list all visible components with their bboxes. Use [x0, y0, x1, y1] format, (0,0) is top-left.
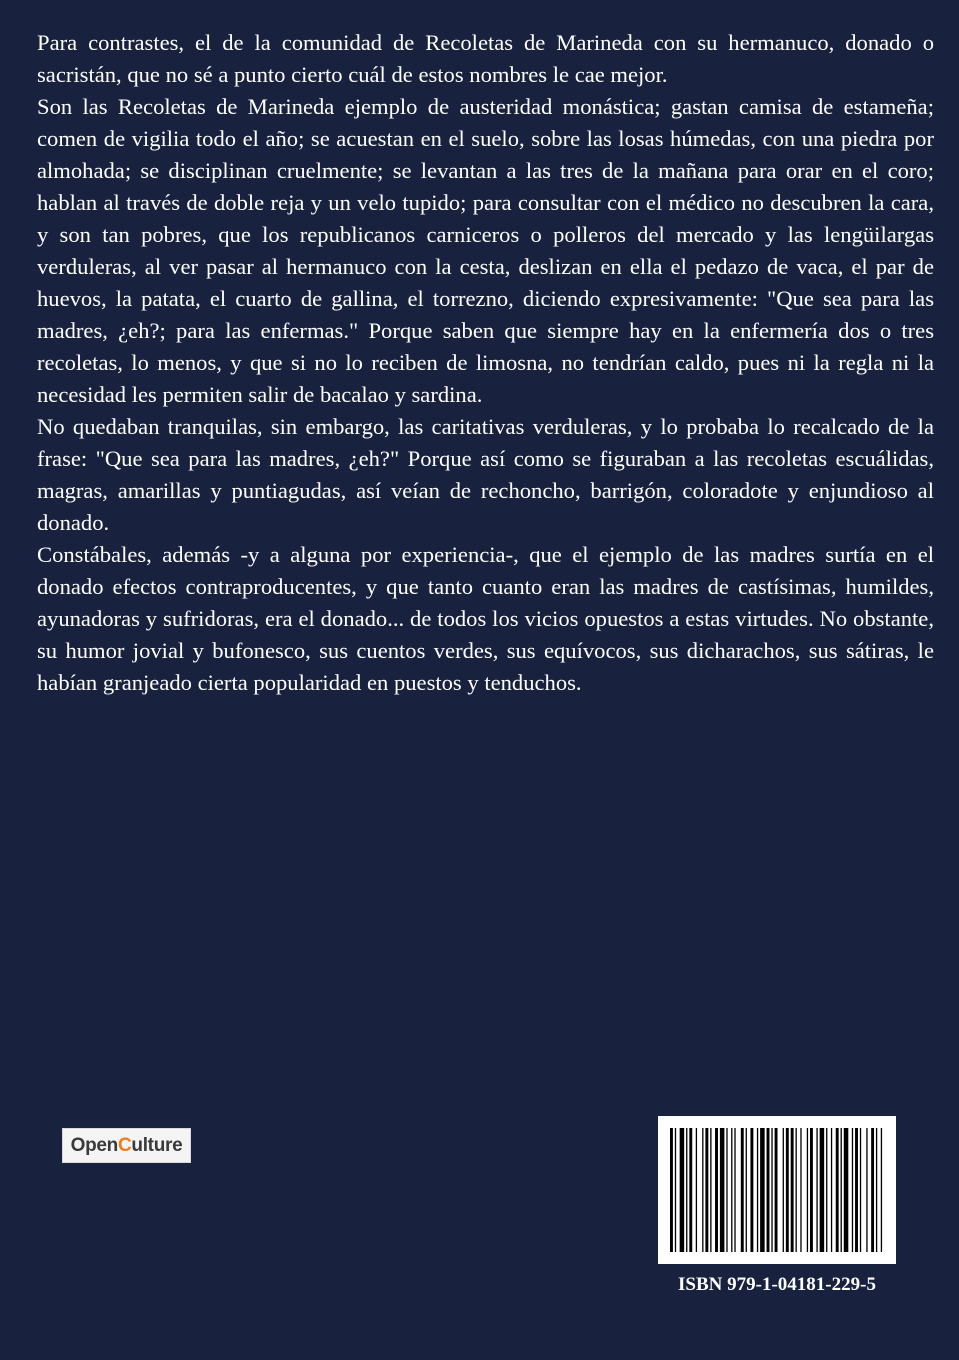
barcode-bar — [731, 1128, 732, 1252]
barcode-bar — [760, 1128, 765, 1252]
blurb-paragraph: Para contrastes, el de la comunidad de Recoletas de Marineda con su hermanuco, donado o sacristán, que no sé a punto cierto cuál de estos nombres le cae mejor. — [37, 30, 934, 87]
barcode-bar — [860, 1128, 861, 1252]
barcode-bar — [852, 1128, 853, 1252]
publisher-logo-c: C — [117, 1134, 132, 1156]
barcode-bar — [786, 1128, 789, 1252]
barcode-bar — [807, 1128, 808, 1252]
barcode-bar — [670, 1128, 673, 1252]
barcode-bar — [734, 1128, 735, 1252]
barcode-bar — [767, 1128, 770, 1252]
blurb-paragraph: Constábales, además -y a alguna por experiencia-, que el ejemplo de las madres surtía en el donado efectos contraproducentes, y que tanto cuanto eran las madres de castísimas, humildes, ayunadoras y sufridoras, era el donado... de todos los vicios opuestos a estas virtudes. No obstante, su humor jovial y bufonesco, sus cuentos verdes, sus equívocos, sus dicharachos, sus sátiras, le habían granjeado cierta popularidad en puestos y tenduchos. — [37, 542, 934, 695]
barcode-bar — [771, 1128, 772, 1252]
publisher-logo-rest: ulture — [131, 1134, 183, 1156]
barcode-bar — [816, 1128, 817, 1252]
barcode-bar — [702, 1128, 703, 1252]
barcode-bars — [670, 1128, 884, 1252]
barcode-bar — [675, 1128, 676, 1252]
blurb-paragraph: No quedaban tranquilas, sin embargo, las caritativas verduleras, y lo probaba lo recalcado de la frase: "Que sea para las madres, ¿eh?" Porque así como se figuraban a las recoletas escuálidas, magras, amarillas y puntiagudas, así veían de rechoncho, barrigón, coloradote y enjundioso al donado. — [37, 414, 934, 535]
barcode-bar — [844, 1128, 849, 1252]
barcode-bar — [696, 1128, 697, 1252]
blurb-paragraph: Son las Recoletas de Marineda ejemplo de austeridad monástica; gastan camisa de estameña; comen de vigilia todo el año; se acuestan en el suelo, sobre las losas húmedas, con una piedra por almohada; se disciplinan cruelmente; se levantan a las tres de la mañana para orar en el coro; hablan al través de doble reja y un velo tupido; para consultar con el médico no descubren la cara, y son tan pobres, que los republicanos carniceros o polleros del mercado y las lengüilargas verduleras, al ver pasar al hermanuco con la cesta, deslizan en ella el pedazo de vaca, el par de huevos, la patata, el cuarto de gallina, el torrezno, diciendo expresivamente: "Que sea para las madres, ¿eh?; para las enfermas." Porque saben que siempre hay en la enfermería dos o tres recoletas, lo menos, y que si no lo reciben de limosna, no tendrían caldo, pues ni la regla ni la necesidad les permiten salir de bacalao y sardina. — [37, 94, 934, 407]
barcode-bar — [775, 1128, 778, 1252]
barcode-bar — [810, 1128, 813, 1252]
barcode-bar — [686, 1128, 687, 1252]
barcode-bar — [820, 1128, 825, 1252]
barcode-bar — [746, 1128, 747, 1252]
barcode-bar — [689, 1128, 692, 1252]
barcode-bar — [715, 1128, 718, 1252]
barcode-bar — [710, 1128, 711, 1252]
barcode-bar — [720, 1128, 725, 1252]
barcode-bar — [791, 1128, 794, 1252]
publisher-logo — [62, 1128, 191, 1163]
barcode-bar — [796, 1128, 797, 1252]
barcode-bar — [871, 1128, 874, 1252]
publisher-logo-open: Open — [70, 1134, 118, 1156]
barcode-bar — [881, 1128, 882, 1252]
back-cover-blurb — [37, 27, 934, 699]
isbn-label: ISBN 979-1-04181-229-5 — [678, 1274, 876, 1295]
barcode-bar — [705, 1128, 708, 1252]
barcode-bar — [826, 1128, 827, 1252]
barcode-bar — [876, 1128, 877, 1252]
barcode-bar — [726, 1128, 727, 1252]
barcode — [658, 1116, 896, 1264]
barcode-bar — [836, 1128, 839, 1252]
barcode-bar — [680, 1128, 685, 1252]
barcode-bar — [831, 1128, 832, 1252]
barcode-bar — [855, 1128, 858, 1252]
barcode-bar — [783, 1128, 784, 1252]
barcode-bar — [757, 1128, 758, 1252]
barcode-bar — [866, 1128, 867, 1252]
barcode-bar — [841, 1128, 842, 1252]
barcode-bar — [741, 1128, 744, 1252]
barcode-bar — [750, 1128, 753, 1252]
barcode-bar — [800, 1128, 801, 1252]
